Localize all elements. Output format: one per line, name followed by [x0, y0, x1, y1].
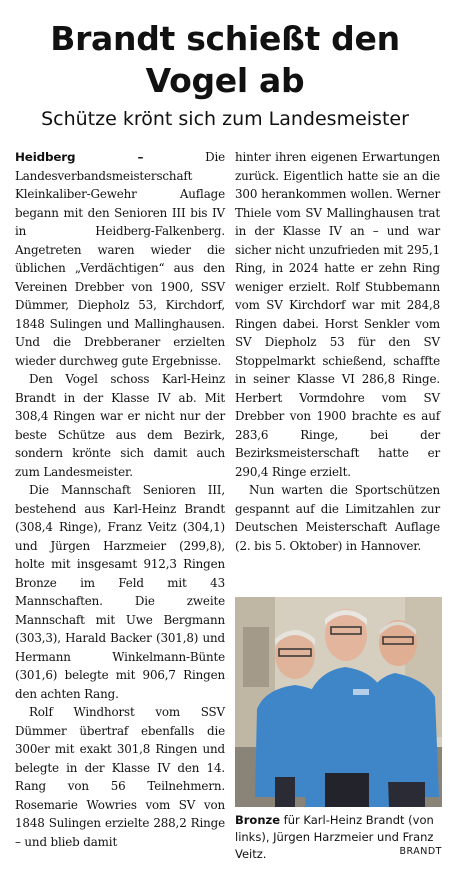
- article-column-right: [235, 148, 440, 555]
- article-paragraph: Den Vogel schoss Karl-Heinz Brandt in der Klasse IV ab. Mit 308,4 Ringen war er nicht nur der beste Schütze aus dem Bezirk, sondern krönte sich damit auch zum Landesmeister.: [15, 372, 225, 479]
- subheadline: Schütze krönt sich zum Landesmeister: [41, 108, 409, 130]
- photo-three-men-in-blue-shirts: [235, 597, 442, 807]
- headline: Brandt schießt den Vogel ab: [50, 19, 400, 100]
- caption-text: für Karl-Heinz Brandt (von links), Jürgen Harzmeier und Franz Veitz.: [235, 813, 434, 861]
- article-paragraph: hinter ihren eigenen Erwartungen zurück. Eigentlich hatte sie an die 300 herankommen wollen. Werner Thiele vom SV Mallinghausen trat in der Klasse IV an – und war sicher nicht unzufrieden mit 295,1 Ring, in 2024 hatte er zehn Ring weniger erzielt. Rolf Stubbemann vom SV Kirchdorf war mit 284,8 Ringen dabei. Horst Senkler vom SV Diepholz 53 für den SV Stoppelmarkt schießend, schaffte in seiner Klasse VI 286,8 Ringe. Herbert Vormdohre vom SV Drebber von 1900 brachte es auf 283,6 Ringe, bei der Bezirksmeisterschaft hatte er 290,4 Ringe erzielt.: [235, 150, 440, 479]
- article-paragraph: [15, 148, 225, 370]
- photo-credit: BRANDT: [399, 846, 442, 857]
- article-photo: [235, 597, 442, 807]
- article-paragraph: Rolf Windhorst vom SSV Dümmer übertraf ebenfalls die 300er mit exakt 301,8 Ringen und belegte in der Klasse IV den 14. Rang von 56 Teilnehmern. Rosemarie Wowries vom SV von 1848 Sulingen erzielte 288,2 Ringe – und blieb damit: [15, 705, 225, 849]
- paragraph-text: Die Landesverbandsmeisterschaft Kleinkaliber-Gewehr Auflage begann mit den Senioren III bis IV in Heidberg-Falkenberg. Angetreten waren wieder die üblichen „Verdächtigen“ aus den Vereinen Drebber von 1900, SSV Dümmer, Diepholz 53, Kirchdorf, 1848 Sulingen und Mallinghausen. Und die Drebberaner erzielten wieder durchweg gute Ergebnisse.: [15, 150, 225, 368]
- article-column-left: [15, 148, 225, 851]
- caption-lead: Bronze: [235, 813, 281, 827]
- dateline: Heidberg –: [15, 150, 144, 164]
- article-paragraph: Die Mannschaft Senioren III, bestehend aus Karl-Heinz Brandt (308,4 Ringe), Franz Veitz (304,1) und Jürgen Harzmeier (299,8), holte mit insgesamt 912,3 Ringen Bronze im Feld mit 43 Mannschaften. Die zweite Mannschaft mit Uwe Bergmann (303,3), Harald Backer (301,8) und Hermann Winkelmann-Bünte (301,6) belegte mit 906,7 Ringen den achten Rang.: [15, 483, 225, 701]
- article-paragraph: Nun warten die Sportschützen gespannt auf die Limitzahlen zur Deutschen Meisterschaft Auflage (2. bis 5. Oktober) in Hannover.: [235, 483, 440, 553]
